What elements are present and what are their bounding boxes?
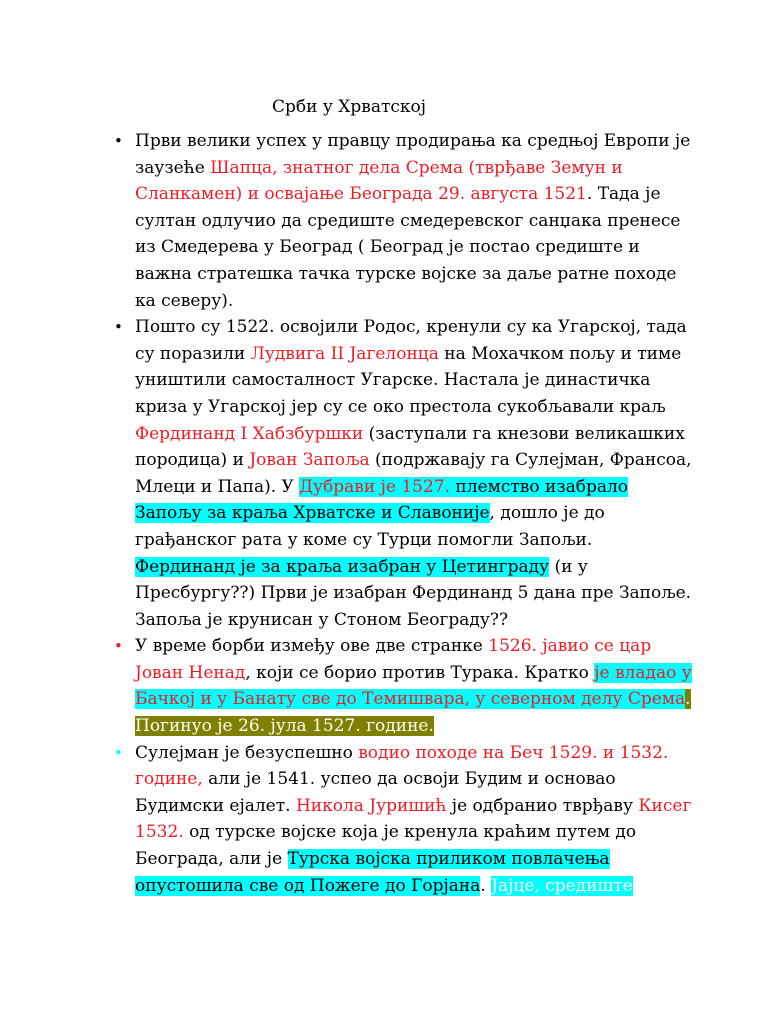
text-run-highlighted: Фердинанд је за краља изабран у Цетинграду: [135, 556, 550, 577]
text-run-red: 1526. јавио се цар Јован Ненад: [135, 636, 652, 683]
list-item: [112, 633, 692, 739]
text-run: Сулејман је безуспешно: [135, 742, 359, 763]
text-run: У време борби између ове две странке: [135, 636, 489, 657]
text-run-red: Кисег 1532.: [135, 795, 692, 843]
bullet-icon: •: [114, 637, 123, 656]
text-run: Пошто су 1522. освојили Родос, кренули су ка Угарској, тада су поразили: [135, 317, 687, 364]
bullet-list: [112, 128, 692, 899]
text-run-red: Фердинанд I Хабзбуршки: [135, 423, 364, 444]
document-title: Срби у Хрватској: [272, 97, 427, 117]
text-run-red-highlighted: Дубрави је 1527.: [299, 476, 451, 497]
bullet-icon: •: [114, 743, 123, 762]
bullet-icon: •: [114, 132, 123, 150]
text-run: .: [480, 875, 492, 896]
text-run-red-highlighted: је владао у Бачкој и у Банату све до Темишвара, у северном делу Срема: [135, 662, 692, 710]
text-run: Први велики успех у правцу продирања ка средњој Европи је заузеће: [135, 131, 691, 178]
text-run: , дошло је до грађанског рата у коме су Турци помогли Запољи.: [135, 503, 605, 550]
text-run-red: Шапца, знатног дела Срема (тврђаве Земун и Сланкамен) и освајање Београда 29. августа 1521: [135, 157, 623, 205]
text-run: (и у Пресбургу??) Први је изабран Фердинанд 5 дана пре Запоље. Запоља је крунисан у Стоном Београду??: [135, 556, 692, 630]
list-item: [112, 740, 692, 900]
text-run: , који се борио против Турака. Кратко: [245, 662, 595, 683]
text-run-red: Лудвига II Јагелонца: [250, 343, 439, 364]
text-run-red: водио походе на Беч 1529. и 1532. године,: [135, 742, 669, 790]
text-run: (заступали га кнезови великашких породица) и: [135, 423, 685, 471]
text-run-white-highlighted: Јајце, средиште: [491, 875, 633, 896]
text-run-highlighted: племство изабрало Запољу за краља Хрватске и Славоније: [135, 476, 629, 524]
text-run-olive-highlighted: . Погинуо је 26. јула 1527. године.: [135, 689, 691, 737]
text-run-red: Јован Запоља: [249, 450, 370, 471]
text-run: од турске војске која је кренула краћим путем до Београда, али је: [135, 822, 637, 870]
text-run: . Тада је султан одлучио да средиште смедеревског санџака пренесе из Смедерева у Београд ( Београд је постао средиште и важна стратешка тачка турске војске за даље ратне походе ка северу).: [135, 184, 681, 311]
text-run: је одбранио тврђаву: [446, 795, 639, 816]
text-run-red: Никола Јуришић: [295, 795, 447, 816]
text-run: (подржавају га Сулејман, Франсоа, Млеци и Папа). У: [135, 450, 692, 497]
text-run: на Мохачком пољу и тиме уништили самосталност Угарске. Настала је династичка криза у Угарској јер су се око престола сукобљавали краљ: [135, 343, 682, 417]
text-run: али је 1541. успео да освоји Будим и основао Будимски ејалет.: [135, 769, 616, 816]
list-item: [112, 128, 692, 314]
text-run-highlighted: Турска војска приликом повлачења опустошила све од Пожеге до Горјана: [135, 849, 610, 896]
list-item: [112, 314, 692, 633]
bullet-icon: •: [114, 318, 123, 337]
